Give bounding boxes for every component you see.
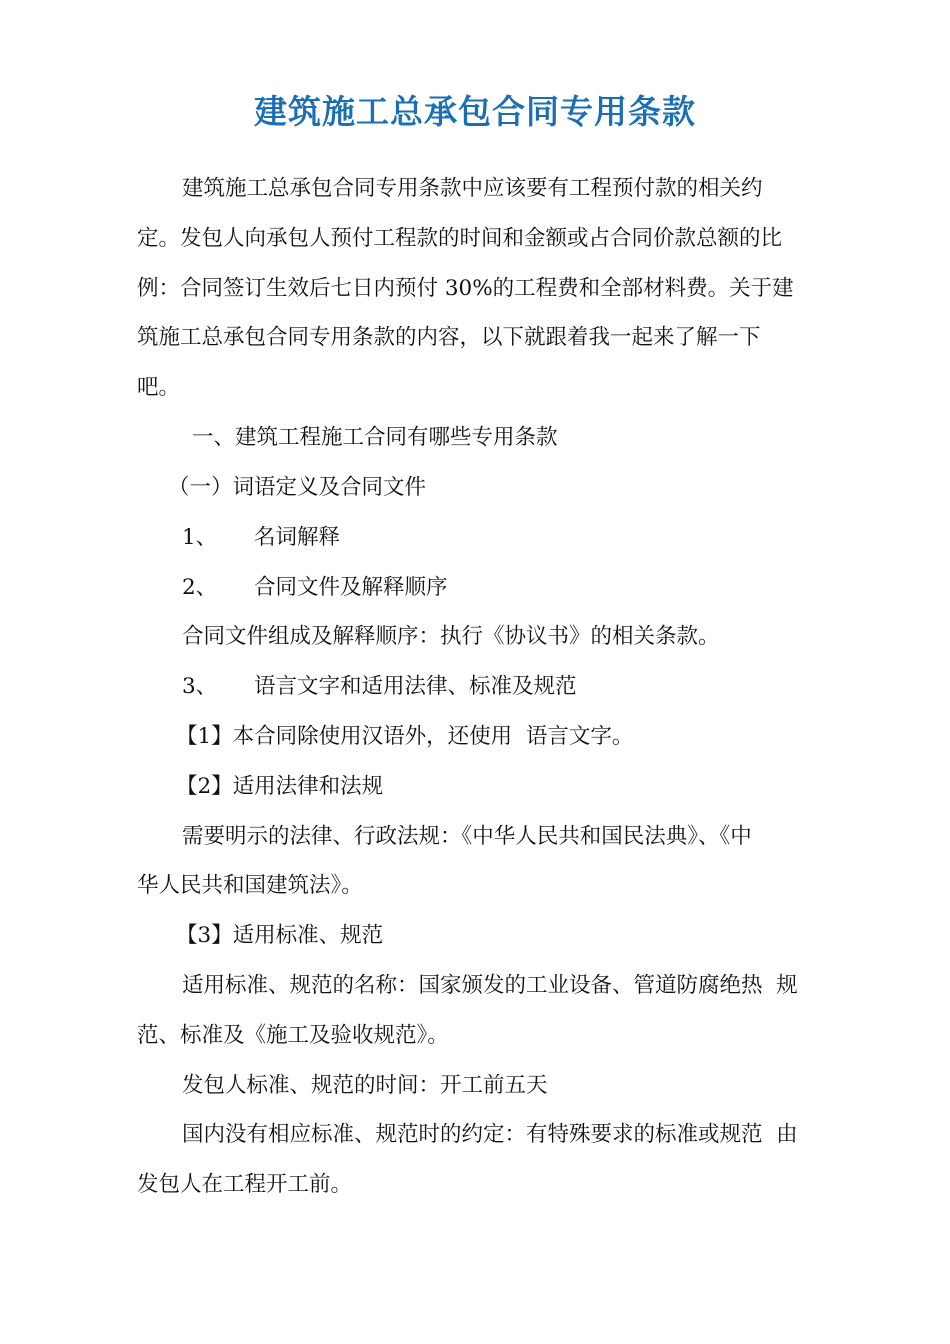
list-item-1 <box>182 523 340 553</box>
clause-2-body-line-2: 华人民共和国建筑法》。 <box>137 873 363 898</box>
clause-2-body-line-1: 需要明示的法律、行政法规：《中华人民共和国民法典》、《中 <box>182 824 752 849</box>
clause-1: 【1】本合同除使用汉语外，还使用 语言文字。 <box>176 724 634 749</box>
item-2-body: 合同文件组成及解释顺序：执行《协议书》的相关条款。 <box>182 624 720 649</box>
subsection-heading-1: （一）词语定义及合同文件 <box>168 475 427 500</box>
list-item-number: 1、 <box>182 525 218 550</box>
list-item-text: 语言文字和适用法律、标准及规范 <box>254 674 577 699</box>
list-item-number: 3、 <box>182 674 218 699</box>
clause-3-heading: 【3】适用标准、规范 <box>176 923 384 948</box>
intro-line-5: 吧。 <box>137 375 181 400</box>
list-item-3 <box>182 672 577 702</box>
clause-3-body-line-1: 适用标准、规范的名称：国家颁发的工业设备、管道防腐绝热 规 <box>182 973 798 998</box>
list-item-text: 名词解释 <box>254 525 341 550</box>
list-item-2 <box>182 573 448 603</box>
intro-line-3: 例：合同签订生效后七日内预付 30%的工程费和全部材料费。关于建 <box>137 276 794 301</box>
clause-3-none-line-2: 发包人在工程开工前。 <box>137 1172 353 1197</box>
intro-line-2: 定。发包人向承包人预付工程款的时间和金额或占合同价款总额的比 <box>137 226 783 251</box>
document-title: 建筑施工总承包合同专用条款 <box>254 92 696 131</box>
clause-3-none-line-1: 国内没有相应标准、规范时的约定：有特殊要求的标准或规范 由 <box>182 1122 798 1147</box>
list-item-text: 合同文件及解释顺序 <box>254 575 448 600</box>
clause-2-heading: 【2】适用法律和法规 <box>176 774 384 799</box>
section-heading-1: 一、建筑工程施工合同有哪些专用条款 <box>192 425 558 450</box>
list-item-number: 2、 <box>182 575 218 600</box>
clause-3-body-line-2: 范、标准及《施工及验收规范》。 <box>137 1023 449 1048</box>
clause-3-time: 发包人标准、规范的时间：开工前五天 <box>182 1073 548 1098</box>
intro-line-4: 筑施工总承包合同专用条款的内容，以下就跟着我一起来了解一下 <box>137 325 761 350</box>
intro-line-1: 建筑施工总承包合同专用条款中应该要有工程预付款的相关约 <box>182 176 763 201</box>
